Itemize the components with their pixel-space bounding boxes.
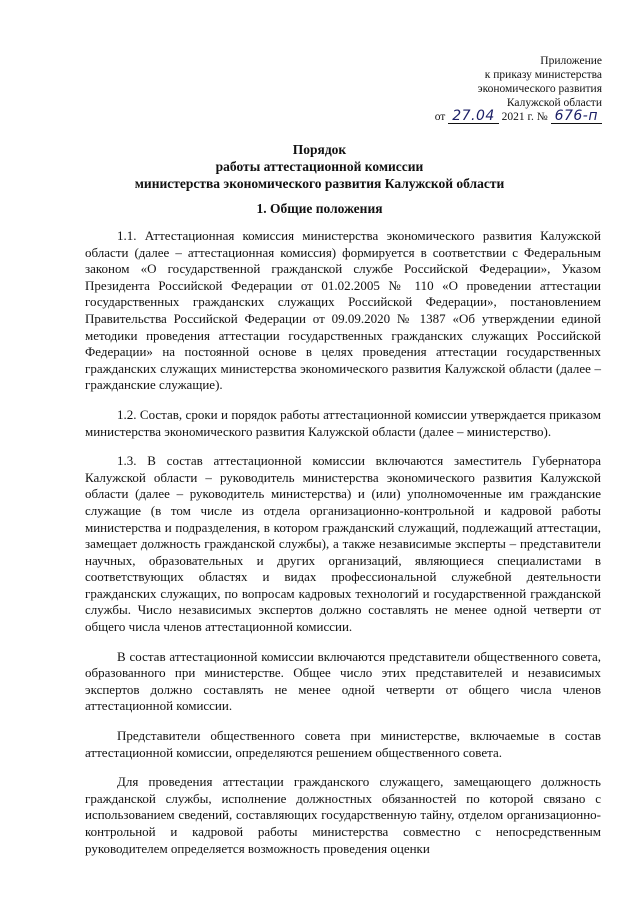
- appendix-date-field: [448, 110, 499, 124]
- document-body: [85, 228, 601, 857]
- paragraph-council-decision: Представители общественного совета при министерстве, включаемые в состав аттестационной комиссии, определяются решением общественного совета.: [85, 728, 601, 760]
- appendix-date-number-row: [372, 110, 602, 124]
- document-title: [0, 141, 639, 192]
- appendix-line-4: Калужской области: [506, 97, 602, 109]
- handwritten-date: 27.04: [452, 108, 495, 124]
- appendix-number-field: [551, 110, 602, 124]
- paragraph-state-secret: Для проведения аттестации гражданского служащего, замещающего должность гражданской службы, исполнение должностных обязанностей по которой связано с использованием сведений, составляющих государственную тайну, отделом организационно-контрольной и кадровой работы министерства совместно с непосредственным руководителем определяется возможность проведения оценки: [85, 774, 601, 856]
- paragraph-public-council: В состав аттестационной комиссии включаются представители общественного совета, образованного при министерстве. Общее число этих представителей и независимых экспертов должно составлять не менее одной четверти от общего числа членов аттестационной комиссии.: [85, 648, 601, 714]
- appendix-line-2: к приказу министерства: [484, 69, 602, 81]
- handwritten-number: 676-п: [554, 108, 598, 124]
- paragraph-1-3: 1.3. В состав аттестационной комиссии включаются заместитель Губернатора Калужской области – руководитель министерства экономического развития Калужской области (далее – руководитель министерства) и (или) уполномоченные им гражданские служащие (в том числе из отдела организационно-контрольной и кадровой работы министерства и подразделения, в котором гражданский служащий, подлежащий аттестации, замещает должность гражданской службы), а также независимые эксперты – представители научных, образовательных и других организаций, являющиеся специалистами в соответствующих областях и видах профессиональной служебной деятельности гражданских служащих, по вопросам кадровых технологий и государственной гражданской службы. Число независимых экспертов должно составлять не менее одной четверти от общего числа членов аттестационной комиссии.: [85, 453, 601, 635]
- title-line-3: министерства экономического развития Калужской области: [134, 176, 505, 191]
- appendix-line-3: экономического развития: [477, 83, 602, 95]
- appendix-prefix: от: [434, 111, 446, 123]
- appendix-year-text: 2021 г. №: [501, 111, 548, 123]
- paragraph-1-2: 1.2. Состав, сроки и порядок работы аттестационной комиссии утверждается приказом министерства экономического развития Калужской области (далее – министерство).: [85, 406, 601, 439]
- appendix-block: [372, 54, 602, 124]
- paragraph-1-1: 1.1. Аттестационная комиссия министерства экономического развития Калужской области (далее – аттестационная комиссия) формируется в соответствии с Федеральным законом «О государственной гражданской службе Российской Федерации», Указом Президента Российской Федерации от 01.02.2005 № 110 «О проведении аттестации государственных гражданских служащих Российской Федерации», постановлением Правительства Российской Федерации от 09.09.2020 № 1387 «Об утверждении единой методики проведения аттестации государственных гражданских служащих Российской Федерации» на постоянной основе в целях проведения аттестации государственных гражданских служащих министерства экономического развития Калужской области (далее – гражданские служащие).: [85, 228, 601, 393]
- title-line-2: работы аттестационной комиссии: [215, 159, 424, 174]
- section-heading: 1. Общие положения: [256, 201, 383, 216]
- title-line-1: Порядок: [292, 142, 347, 157]
- appendix-line-1: Приложение: [540, 55, 602, 67]
